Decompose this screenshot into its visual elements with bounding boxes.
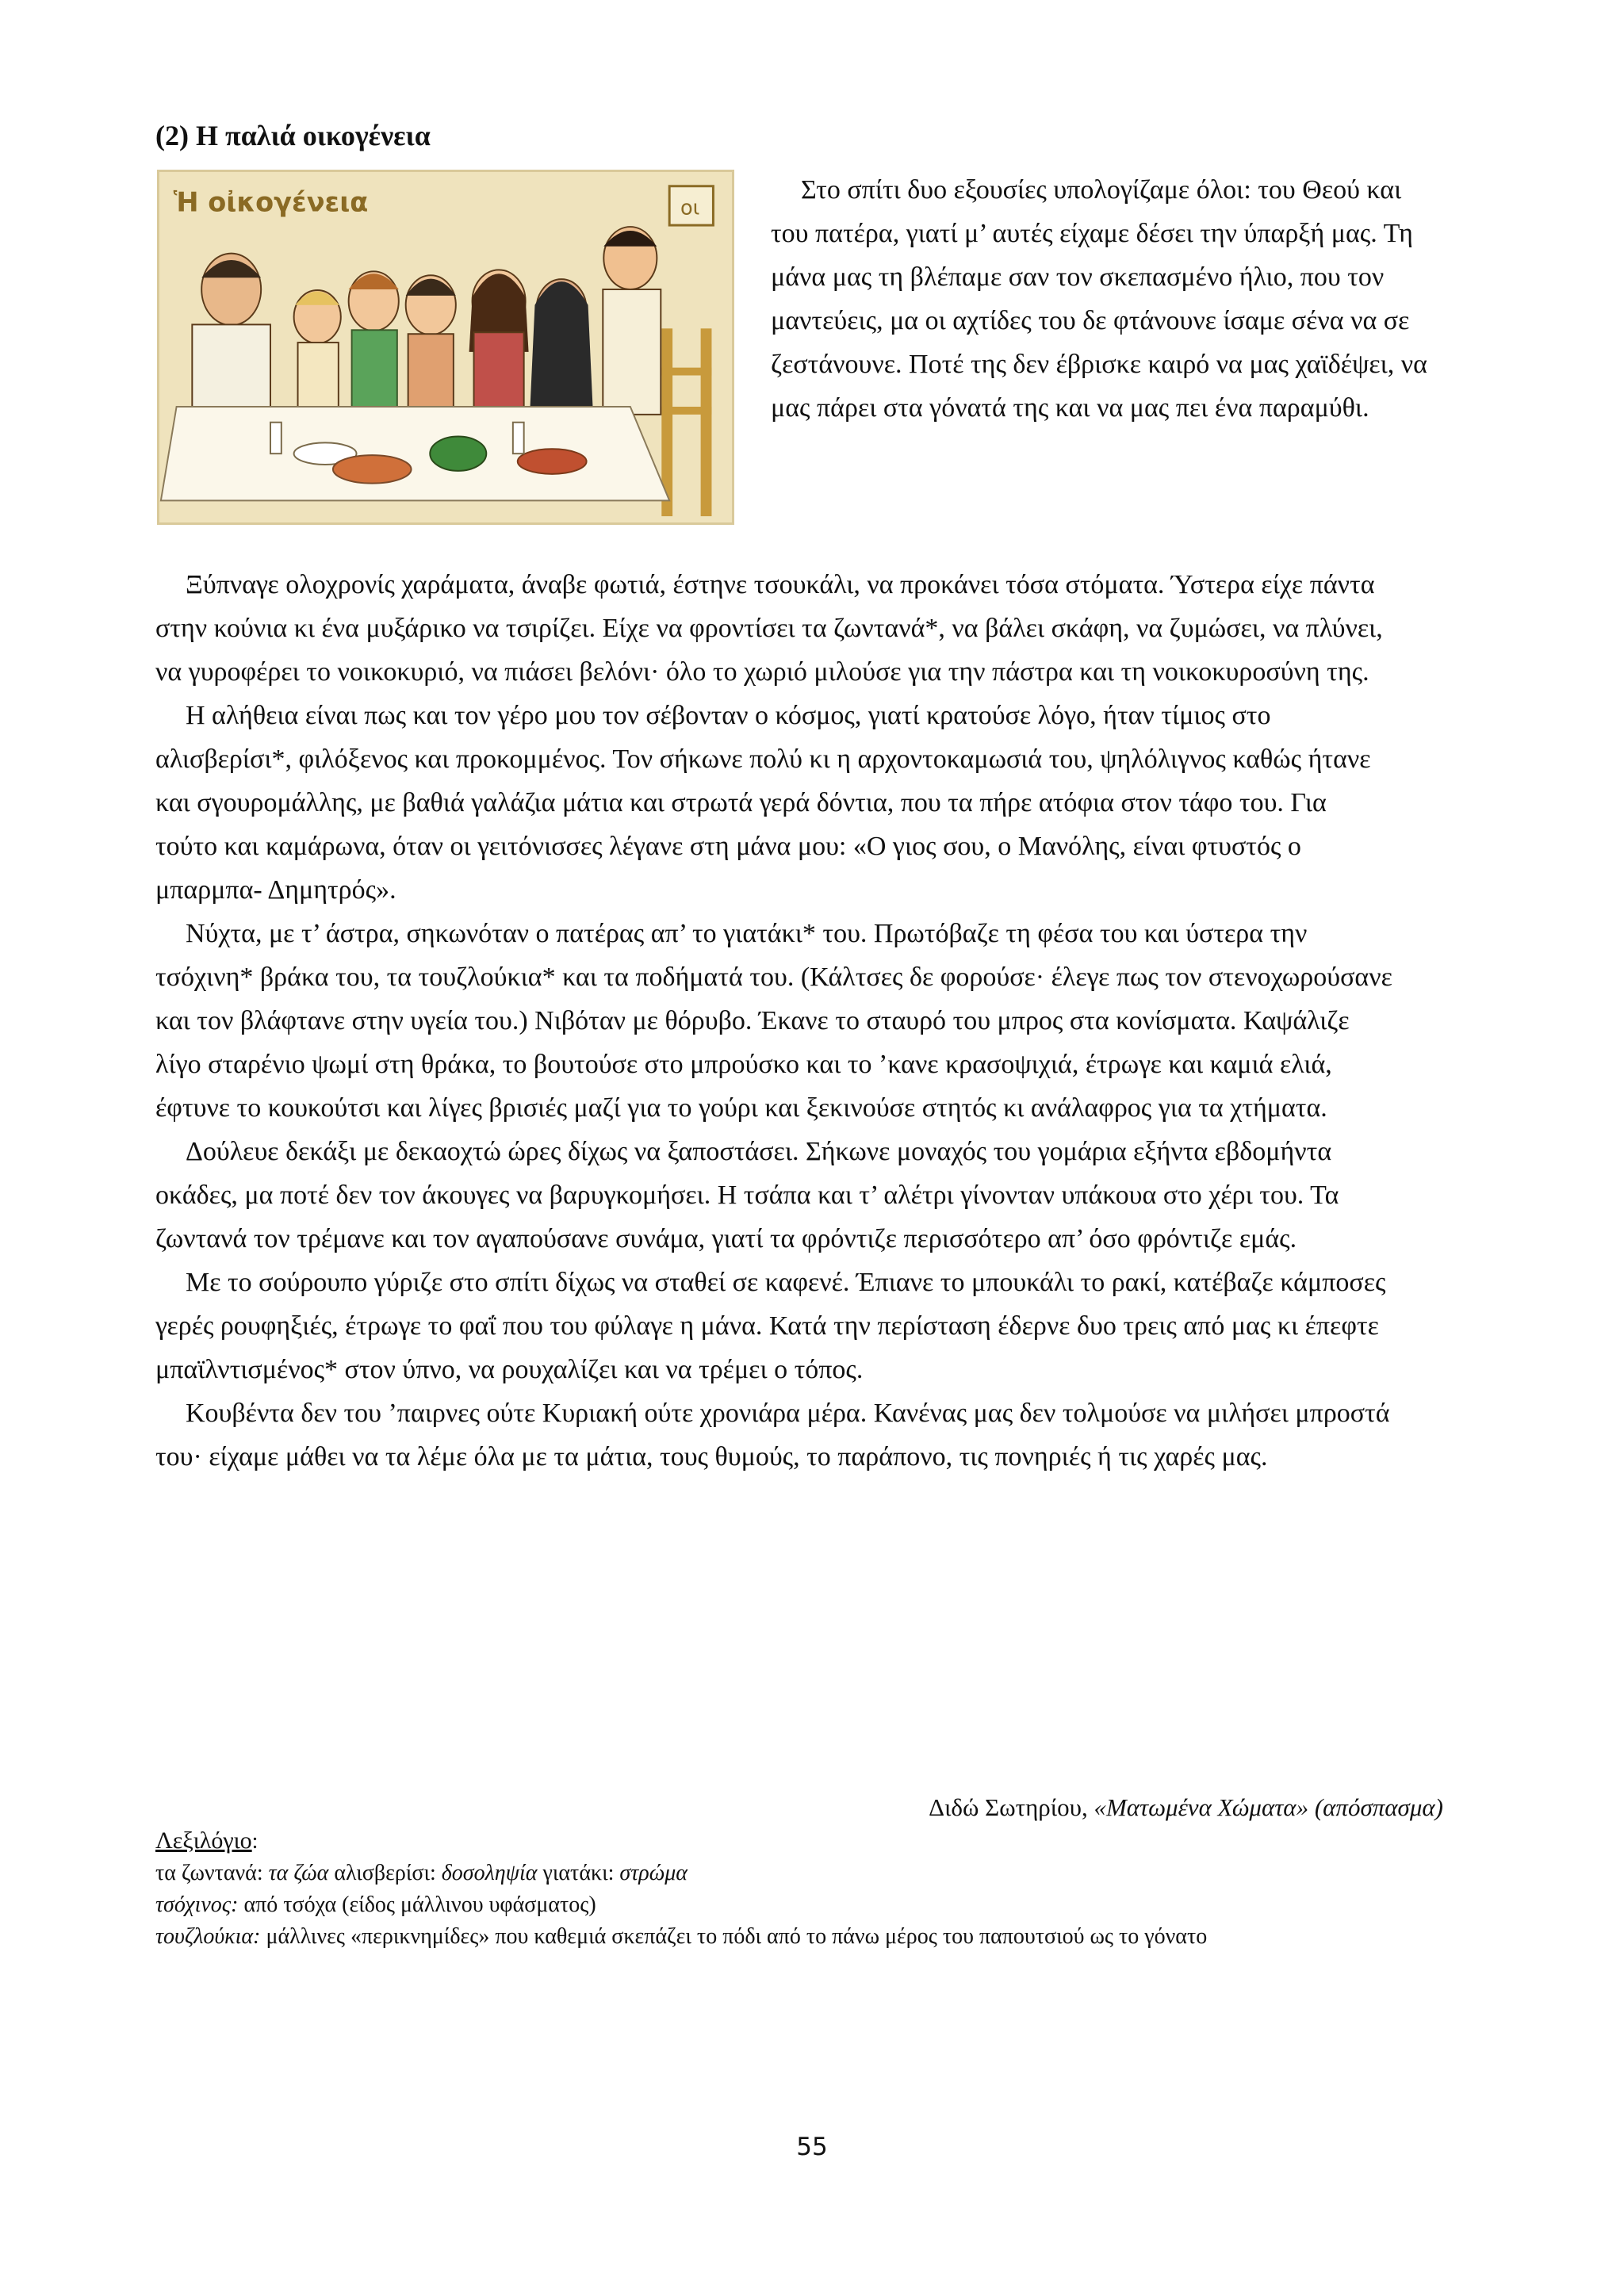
paragraph-mother-chores: Ξύπναγε ολοχρονίς χαράματα, άναβε φωτιά, έστηνε τσουκάλι, να προκάνει τόσα στόματα. Ύστερα είχε πάντα στην κούνια κι ένα μυξάρικο να τσιρίζει. Είχε να φροντίσει τα ζωντανά*, να βάλει σκάφη, να ζυμώσει, να πλύνει, να γυροφέρει το νοικοκυριό, να πιάσει βελόνι· όλο το χωριό μιλούσε για την πάστρα και τη νοικοκυροσύνη της. [155, 570, 1383, 687]
paragraph-father-evening: Με το σούρουπο γύριζε στο σπίτι δίχως να σταθεί σε καφενέ. Έπιανε το μπουκάλι το ρακί, κατέβαζε κάμποσες γερές ρουφηξιές, έτρωγε το φαΐ που του φύλαγε η μάνα. Κατά την περίσταση έδερνε δυο τρεις από μας κι έπεφτε μπαϊλντισμένος* στον ύπνο, να ρουχαλίζει και να τρέμει ο τόπος. [155, 1268, 1386, 1384]
glossary-line-2 [155, 1889, 1408, 1921]
paragraph-father-silence: Κουβέντα δεν του ’παιρνες ούτε Κυριακή ούτε χρονιάρα μέρα. Κανένας μας δεν τολμούσε να μιλήσει μπροστά του· είχαμε μάθει να τα λέμε όλα με τα μάτια, τους θυμούς, το παράπονο, τις πονηριές ή τις χαρές μας. [155, 1399, 1390, 1471]
paragraph-father-morning: Νύχτα, με τ’ άστρα, σηκωνόταν ο πατέρας απ’ το γιατάκι* του. Πρωτόβαζε τη φέσα του και ύστερα την τσόχινη* βράκα του, τα τουζλούκια* και τα ποδήματά του. (Κάλτσες δε φορούσε· έλεγε πως τον στενοχωρούσανε και τον βλάφτανε στην υγεία του.) Νιβόταν με θόρυβο. Έκανε το σταυρό του μπρος στα κονίσματα. Καψάλιζε λίγο σταρένιο ψωμί στη θράκα, το βουτούσε στο μπρούσκο και το ’κανε κρασοψιχιά, έτρωγε και καμιά ελιά, έφτυνε το κουκούτσι και λίγες βρισιές μαζί για το γούρι και ξεκινούσε στητός κι ανάλαφρος για τα χτήματα. [155, 919, 1392, 1123]
glossary-term: τουζλούκια: [155, 1924, 261, 1949]
glossary-term: τσόχινος: [155, 1892, 239, 1917]
glossary-heading: Λεξιλόγιο [155, 1827, 252, 1854]
intro-paragraph: Στο σπίτι δυο εξουσίες υπολογίζαμε όλοι: του Θεού και του πατέρα, γιατί μ’ αυτές είχαμε δέσει την ύπαρξή μας. Τη μάνα μας τη βλέπαμε σαν τον σκεπασμένο ήλιο, που τον μαντεύεις, μα οι αχτίδες του δε φτάνουνε ίσαμε σένα να σε ζεστάνουνε. Ποτέ της δεν έβρισκε καιρό να μας χαϊδέψει, να μας πάρει στα γόνατά της και να μας πει ένα παραμύθι. [771, 175, 1427, 423]
glossary-definition: τα ζώα [268, 1861, 329, 1885]
glossary-definition: δοσοληψία [441, 1861, 538, 1885]
glossary-line-3 [155, 1921, 1408, 1953]
source-author: Διδώ Σωτηρίου, [929, 1793, 1094, 1821]
glossary-term: τα ζωντανά: [155, 1861, 269, 1885]
glossary-line-1 [155, 1858, 1408, 1889]
source-citation [929, 1793, 1443, 1822]
family-dinner-illustration [157, 170, 734, 525]
page-number: 55 [796, 2133, 828, 2161]
source-work: «Ματωμένα Χώματα» (απόσπασμα) [1094, 1793, 1443, 1821]
glossary-heading-colon: : [251, 1829, 259, 1854]
section-title: (2) Η παλιά οικογένεια [155, 120, 431, 151]
glossary-heading-line [155, 1825, 1408, 1858]
paragraph-father-work: Δούλευε δεκάξι με δεκαοχτώ ώρες δίχως να ξαποστάσει. Σήκωνε μοναχός του γομάρια εξήντα εβδομήντα οκάδες, μα ποτέ δεν τον άκουγες να βαρυγκομήσει. Η τσάπα και τ’ αλέτρι γίνονταν υπάκουα στο χέρι του. Τα ζωντανά τον τρέμανε και τον αγαπούσανε συνάμα, γιατί τα φρόντιζε περισσότερο απ’ όσο φρόντιζε εμάς. [155, 1137, 1339, 1253]
glossary [155, 1825, 1408, 1953]
paragraph-father-respect: Η αλήθεια είναι πως και τον γέρο μου τον σέβονταν ο κόσμος, γιατί κρατούσε λόγο, ήταν τίμιος στο αλισβερίσι*, φιλόξενος και προκομμένος. Τον σήκωνε πολύ κι η αρχοντοκαμωσιά του, ψηλόλιγνος καθώς ήτανε και σγουρομάλλης, με βαθιά γαλάζια μάτια και στρωτά γερά δόντια, που τα πήρε ατόφια στον τάφο του. Για τούτο και καμάρωνα, όταν οι γειτόνισσες λέγανε στη μάνα μου: «Ο γιος σου, ο Μανόλης, είναι φτυστός ο μπαρμπα- Δημητρός». [155, 701, 1371, 905]
glossary-definition: στρώμα [619, 1861, 688, 1885]
glossary-term: αλισβερίσι: [328, 1861, 442, 1885]
illustration-caption-left: Ἡ οἰκογένεια [173, 186, 369, 218]
story-body [155, 563, 1392, 1479]
illustration-caption-right: οι [680, 196, 700, 220]
glossary-term: γιατάκι: [537, 1861, 620, 1885]
glossary-definition: μάλλινες «περικνημίδες» που καθεμιά σκεπάζει το πόδι από το πάνω μέρος του παπουτσιού ως το γόνατο [260, 1924, 1208, 1949]
glossary-definition: από τσόχα (είδος μάλλινου υφάσματος) [238, 1892, 596, 1917]
